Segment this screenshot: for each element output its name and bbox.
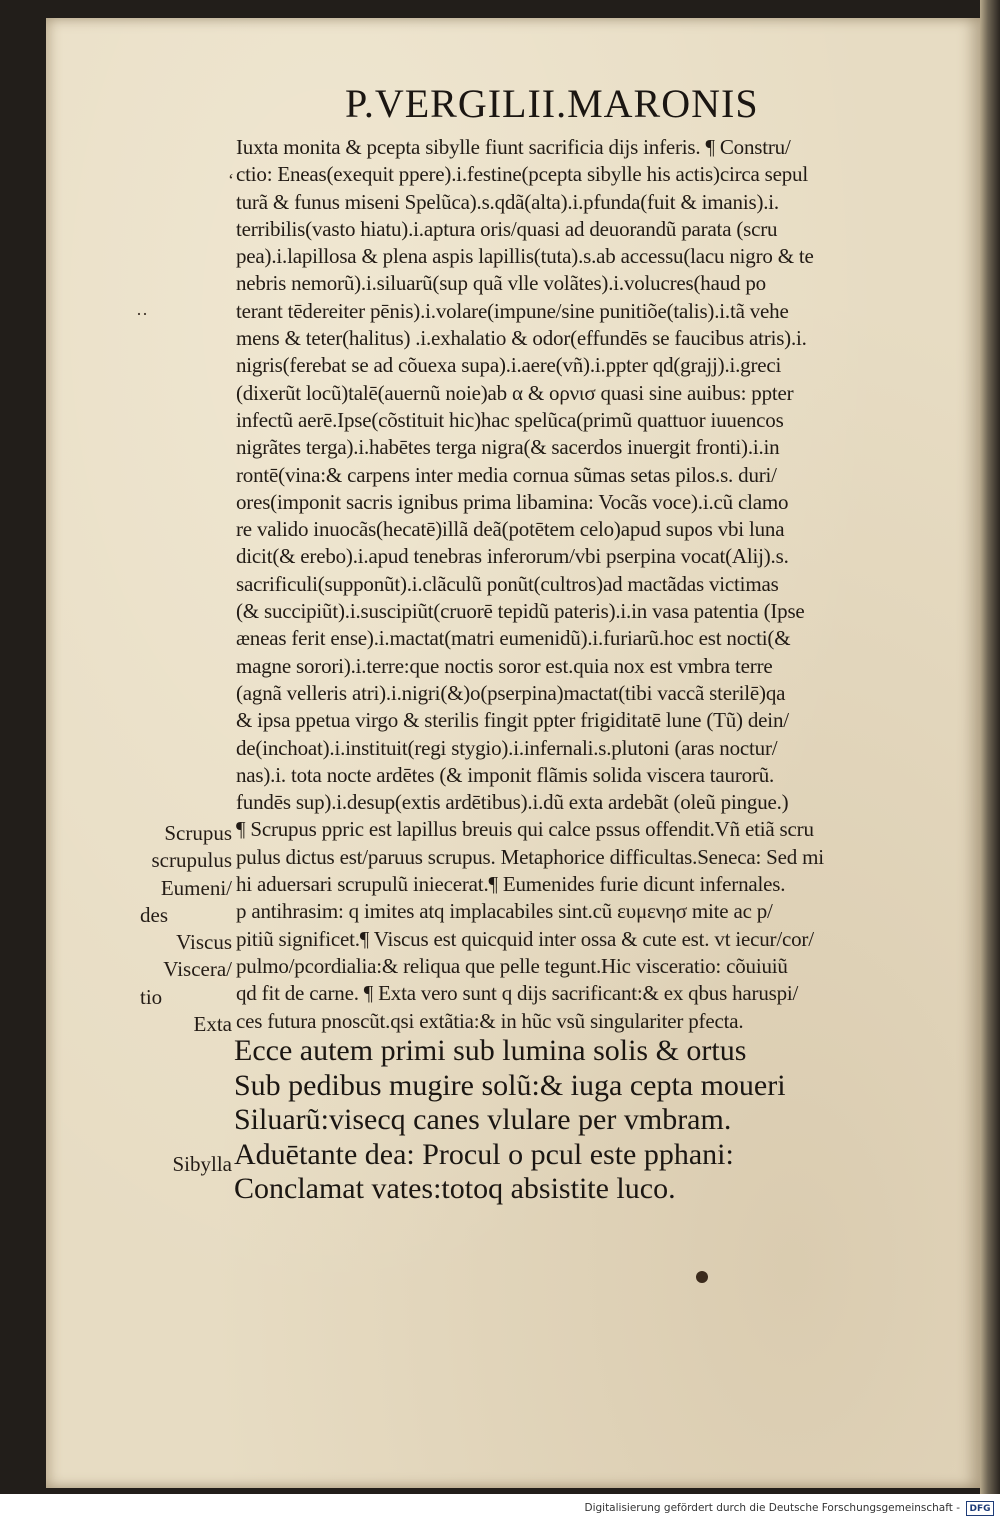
footer-bar — [0, 1494, 1000, 1524]
verse-line: Ecce autem primi sub lumina solis & ortus — [234, 1034, 747, 1067]
commentary-line: (agnã velleris atri).i.nigri(&)o(pserpina)mactat(tibi vaccã sterilē)qa — [236, 680, 786, 705]
dfg-logo-icon: DFG — [966, 1501, 994, 1516]
commentary-line: terribilis(vasto hiatu).i.aptura oris/quasi ad deuorandũ parata (scru — [236, 216, 778, 241]
margin-mark: ·· — [136, 304, 148, 324]
commentary-line: (& succipiũt).i.suscipiũt(cruorē tepidũ pateris).i.in vasa patentia (Ipse — [236, 599, 805, 624]
commentary-line: nigris(ferebat se ad cõuexa supa).i.aere(vñ).i.ppter qd(grajj).i.greci — [236, 353, 782, 378]
margin-note-viscus: Viscus — [176, 930, 232, 954]
commentary-line: nas).i. tota nocte ardētes (& imponit flãmis solida viscera taurorũ. — [236, 762, 775, 787]
verse-line: Aduētante dea: Procul o pcul este pphani: — [234, 1137, 734, 1171]
commentary-block — [236, 134, 946, 1035]
commentary-line: mens & teter(halitus) .i.exhalatio & odor(effundēs se faucibus atris).i. — [236, 326, 807, 351]
commentary-line: magne sorori).i.terre:que noctis soror est.quia nox est vmbra terre — [236, 653, 773, 678]
commentary-line: ores(imponit sacris ignibus prima libamina: Vocãs voce).i.cũ clamo — [236, 489, 789, 514]
commentary-line: ¶ Scrupus ppric est lapillus breuis qui calce pssus offendit.Vñ etiã scru — [236, 817, 814, 842]
commentary-line: sacrificuli(supponũt).i.clãculũ ponũt(cultros)ad mactãdas victimas — [236, 571, 779, 596]
commentary-line: infectũ aerē.Ipse(cõstituit hic)hac spelũca(primũ quattuor iuuencos — [236, 407, 784, 432]
margin-note-exta: Exta — [193, 1012, 232, 1036]
commentary-line: Iuxta monita & pcepta sibylle fiunt sacrificia dijs inferis. ¶ Constru/ — [236, 135, 791, 159]
commentary-line: nigrãtes terga).i.habētes terga nigra(& sacerdos inuergit fronti).i.in — [236, 435, 780, 460]
verse-line: Conclamat vates:totoq absistite luco. — [234, 1172, 676, 1205]
verse-line: Sub pedibus mugire solũ:& iuga cepta moueri — [234, 1068, 786, 1102]
running-head: P.VERGILII.MARONIS — [345, 81, 759, 126]
commentary-line: terant tēdereiter pēnis).i.volare(impune/sine punitiõe(talis).i.tã vehe — [236, 298, 789, 323]
margin-note-eumenides: Eumeni/ — [160, 876, 232, 900]
commentary-line: (dixerũt locũ)talē(auernũ noie)ab α & ορνισ quasi sine auibus: ppter — [236, 380, 794, 405]
commentary-line: fundēs sup).i.desup(extis ardētibus).i.dũ exta ardebãt (oleũ pingue.) — [236, 790, 789, 815]
footer-credit: Digitalisierung gefördert durch die Deutsche Forschungsgemeinschaft - — [584, 1502, 960, 1514]
commentary-line: turã & funus miseni Spelũca).s.qdã(alta).i.pfunda(fuit & imanis).i. — [236, 189, 779, 214]
commentary-line: pitiũ significet.¶ Viscus est quicquid inter ossa & cute est. vt iecur/cor/ — [236, 926, 814, 951]
commentary-line: nebris nemorũ).i.siluarũ(sup quã vlle volãtes).i.volucres(haud po — [236, 271, 766, 296]
commentary-line: qd fit de carne. ¶ Exta vero sunt q dijs sacrificant:& ex qbus haruspi/ — [236, 981, 799, 1006]
margin-note-sibylla: Sibylla — [172, 1152, 232, 1176]
commentary-line: p antihrasim: q imites atq implacabiles sint.cũ ευμενησ mite ac p/ — [236, 899, 773, 924]
verse-block — [234, 1034, 934, 1207]
commentary-line: de(inchoat).i.instituit(regi stygio).i.infernali.s.plutoni (aras noctur/ — [236, 735, 778, 760]
margin-mark: ʻ — [228, 170, 234, 190]
commentary-line: pea).i.lapillosa & plena aspis lapillis(tuta).s.ab accessu(lacu nigro & te — [236, 244, 814, 269]
commentary-line: ces futura pnoscũt.qsi extãtia:& in hũc vsũ singulariter pfecta. — [236, 1008, 744, 1033]
commentary-line: ctio: Eneas(exequit ppere).i.festine(pcepta sibylle his actis)circa sepul — [236, 162, 808, 187]
commentary-line: re valido inuocãs(hecatē)illã deã(potētem celo)apud supos vbi luna — [236, 517, 785, 542]
margin-note-tio: tio — [140, 985, 163, 1009]
margin-note-viscera: Viscera/ — [163, 957, 232, 981]
commentary-line: & ipsa ppetua virgo & sterilis fingit ppter frigiditatē lune (Tũ) dein/ — [236, 708, 789, 733]
commentary-line: rontē(vina:& carpens inter media cornua sũmas setas pilos.s. duri/ — [236, 462, 777, 487]
ink-dot — [696, 1271, 708, 1283]
commentary-line: pulmo/pcordialia:& reliqua que pelle tegunt.Hic visceratio: cõuiuiũ — [236, 953, 788, 978]
commentary-line: pulus dictus est/paruus scrupus. Metaphorice difficultas.Seneca: Sed mi — [236, 844, 824, 869]
verse-line: Siluarũ:visecq canes vlulare per vmbram. — [234, 1103, 732, 1136]
margin-note-des: des — [140, 903, 168, 927]
margin-note-scrupulus: scrupulus — [151, 848, 232, 872]
commentary-line: dicit(& erebo).i.apud tenebras inferorum/vbi pserpina vocat(Alij).s. — [236, 544, 789, 569]
commentary-line: hi aduersari scrupulũ iniecerat.¶ Eumenides furie dicunt infernales. — [236, 872, 786, 897]
page-edge-shadow — [980, 0, 1000, 1494]
margin-note-scrupus: Scrupus — [164, 821, 232, 845]
commentary-line: æneas ferit ense).i.mactat(matri eumenidũ).i.furiarũ.hoc est nocti(& — [236, 626, 791, 651]
